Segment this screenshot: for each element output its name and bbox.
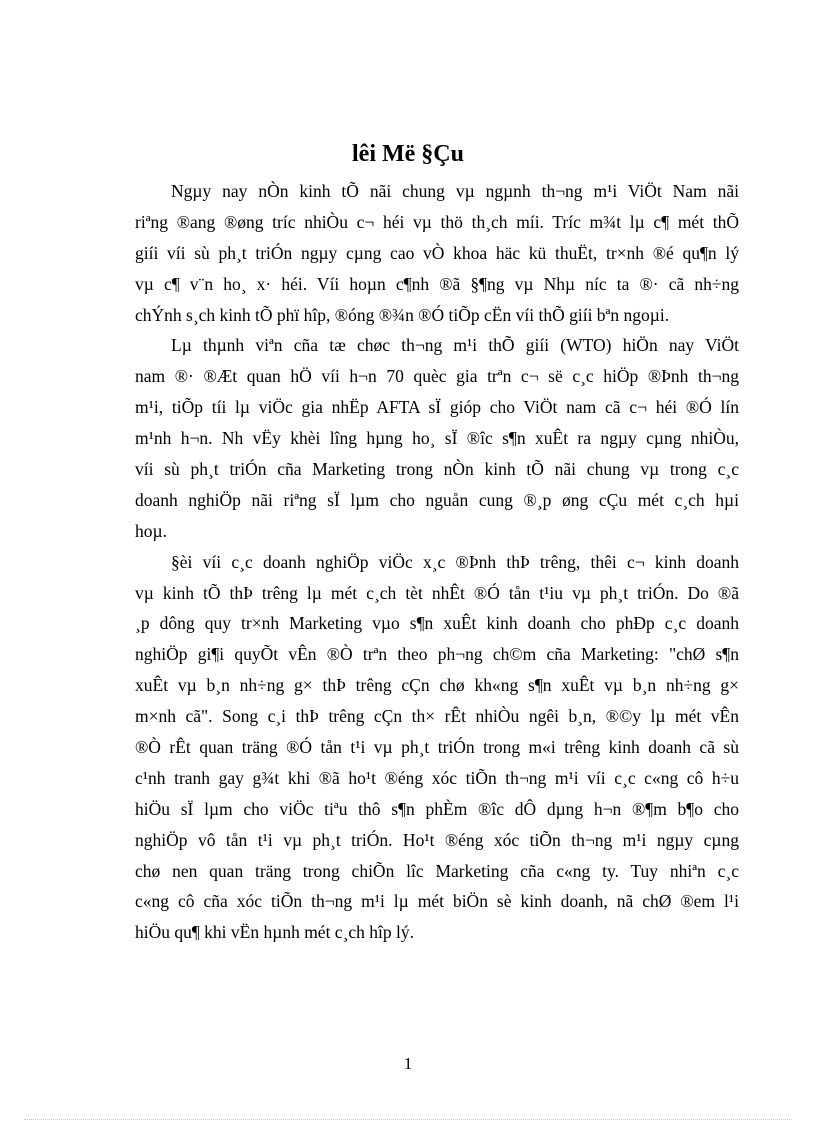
text-line: Ngµy nay nÒn kinh tÕ nãi chung vµ ngµnh th¬ng m¹i ViÖt Nam nãi	[171, 181, 739, 201]
text-line: m¹i, tiÕp tíi lµ viÖc gia nhËp AFTA sÏ gióp cho ViÖt nam cã c¬ héi ®Ó lín	[135, 397, 739, 418]
text-line: nam ®· ®Æt quan hÖ víi h¬n 70 quèc gia trªn c¬ së c¸c hiÖp ®Þnh th¬ng	[135, 366, 739, 387]
body-text	[135, 176, 739, 948]
text-line: giíi víi sù ph¸t triÓn ngµy cµng cao vÒ khoa häc kü thuËt, tr×nh ®é qu¶n lý	[135, 242, 739, 263]
text-line: Lµ thµnh viªn cña tæ chøc th¬ng m¹i thÕ giíi (WTO) hiÖn nay ViÖt	[171, 335, 739, 356]
text-line: c¹nh tranh gay g¾t khi ®ã ho¹t ®éng xóc tiÕn th¬ng m¹i víi c¸c c«ng cô h÷u	[135, 767, 739, 788]
text-line: nghiÖp gi¶i quyÕt vÊn ®Ò trªn theo ph¬ng ch©m cña Marketing: "chØ s¶n	[135, 644, 739, 665]
page-title: lêi Më §Çu	[352, 141, 464, 167]
text-line: m×nh cã". Song c¸i thÞ trêng cÇn th× rÊt nhiÒu ngêi b¸n, ®©y lµ mét vÊn	[135, 706, 739, 727]
text-line: hiÖu qu¶ khi vËn hµnh mét c¸ch hîp lý.	[135, 922, 415, 943]
text-line: hoµ.	[135, 520, 167, 541]
text-line: chø nen quan träng trong chiÕn lîc Marketing cña c«ng ty. Tuy nhiªn c¸c	[135, 860, 739, 881]
paragraph-3	[135, 547, 739, 949]
text-line: nghiÖp vô tån t¹i vµ ph¸t triÓn. Ho¹t ®éng xóc tiÕn th¬ng m¹i ngµy cµng	[135, 829, 739, 850]
text-line: ®Ò rÊt quan träng ®Ó tån t¹i vµ ph¸t triÓn trong m«i trêng kinh doanh cã sù	[135, 737, 739, 758]
text-line: ¸p dông quy tr×nh Marketing vµo s¶n xuÊt kinh doanh cho phÐp c¸c doanh	[135, 613, 739, 634]
text-line: §èi víi c¸c doanh nghiÖp viÖc x¸c ®Þnh thÞ trêng, thêi c¬ kinh doanh	[171, 551, 739, 572]
text-line: vµ c¶ v¨n ho¸ x· héi. Víi hoµn c¶nh ®ã §¶ng vµ Nhµ níc ta ®· cã nh÷ng	[135, 273, 739, 294]
text-line: c«ng cô cña xóc tiÕn th¬ng m¹i lµ mét biÖn sè kinh doanh, nã chØ ®em l¹i	[135, 891, 739, 912]
page-number: 1	[403, 1054, 413, 1073]
text-line: víi sù ph¸t triÓn cña Marketing trong nÒn kinh tÕ nãi chung vµ trong c¸c	[135, 459, 739, 480]
text-line: doanh nghiÖp nãi riªng sÏ lµm cho nguån cung ®¸p øng cÇu mét c¸ch hµi	[135, 489, 739, 510]
text-line: xuÊt vµ b¸n nh÷ng g× thÞ trêng cÇn chø kh«ng s¶n xuÊt vµ b¸n nh÷ng g×	[135, 675, 739, 696]
page-edge-divider	[24, 1119, 792, 1120]
text-line: hiÖu sÏ lµm cho viÖc tiªu thô s¶n phÈm ®îc dÔ dµng h¬n ®¶m b¶o cho	[135, 798, 739, 819]
paragraph-1	[135, 176, 739, 330]
text-line: m¹nh h¬n. Nh vËy khèi lîng hµng ho¸ sÏ ®îc s¶n xuÊt ra ngµy cµng nhiÒu,	[135, 428, 739, 449]
text-line: chÝnh s¸ch kinh tÕ phï hîp, ®óng ®¾n ®Ó tiÕp cËn víi thÕ giíi bªn ngoµi.	[135, 304, 670, 325]
text-line: riªng ®ang ®øng tríc nhiÒu c¬ héi vµ thö th¸ch míi. Tríc m¾t lµ c¶ mét thÕ	[135, 211, 739, 232]
paragraph-2	[135, 330, 739, 546]
text-line: vµ kinh tÕ thÞ trêng lµ mét c¸ch tèt nhÊt ®Ó tån t¹iu vµ ph¸t triÓn. Do ®ã	[135, 582, 739, 603]
